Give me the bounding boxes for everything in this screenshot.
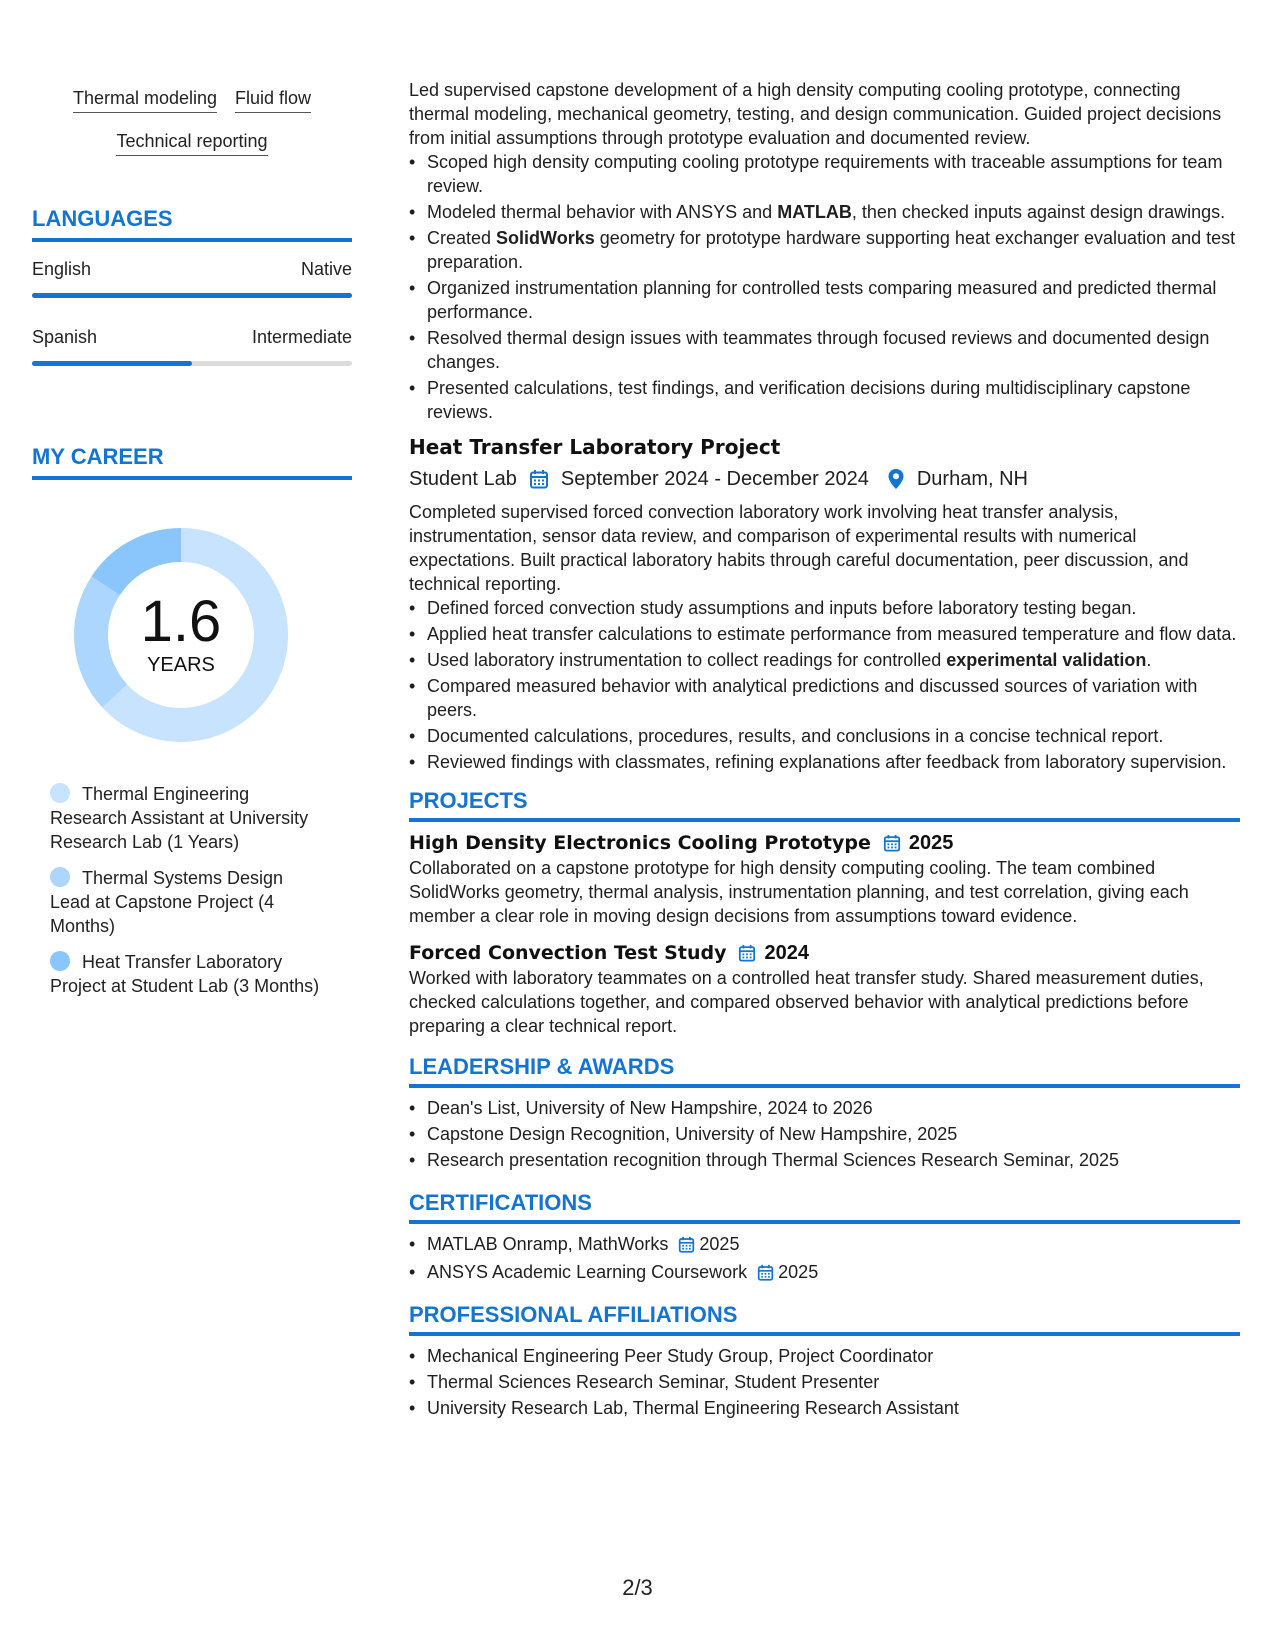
bullet: • Resolved thermal design issues with teammates through focused reviews and documented design changes. xyxy=(427,326,1240,374)
skill-tag: Technical reporting xyxy=(116,113,267,156)
affiliations-section xyxy=(409,1302,1240,1420)
job-intro: Led supervised capstone development of a high density computing cooling prototype, connecting thermal modeling, mechanical geometry, testing, and design communication. Guided project decisions from initial assumptions through prototype evaluation and documented review. xyxy=(409,80,1222,148)
job-bullets xyxy=(409,150,1240,424)
certification-name: ANSYS Academic Learning Coursework xyxy=(427,1262,748,1282)
bullet: • Modeled thermal behavior with ANSYS and MATLAB, then checked inputs against design drawings. xyxy=(427,200,1240,224)
project-desc: Worked with laboratory teammates on a controlled heat transfer study. Shared measurement duties, checked calculations together, and compared observed behavior with analytical predictions before preparing a clear technical report. xyxy=(409,968,1204,1036)
bullet: • Compared measured behavior with analytical predictions and discussed sources of variation with peers. xyxy=(427,674,1240,722)
job-summary: Completed supervised forced convection laboratory work involving heat transfer analysis, instrumentation, sensor data review, and comparison of experimental results with numerical expectations. Built practical laboratory habits through careful documentation, peer discussion, and technical reporting. xyxy=(409,502,1189,594)
language-name: English xyxy=(32,259,92,279)
certification-year: 2025 xyxy=(778,1262,819,1282)
career-section xyxy=(32,444,352,998)
bullet: • Defined forced convection study assumptions and inputs before laboratory testing began. xyxy=(427,596,1240,620)
bullet: • Created SolidWorks geometry for prototype hardware supporting heat exchanger evaluation and test preparation. xyxy=(427,226,1240,274)
job-meta xyxy=(409,466,1240,492)
language-level: Intermediate xyxy=(251,327,352,347)
award-item: • Research presentation recognition through Thermal Sciences Research Seminar, 2025 xyxy=(427,1148,1240,1172)
job-dates: September 2024 - December 2024 xyxy=(560,468,869,490)
bullet: • Documented calculations, procedures, results, and conclusions in a concise technical report. xyxy=(427,724,1240,748)
projects-heading: PROJECTS xyxy=(409,788,1240,822)
legend-item xyxy=(50,866,320,938)
affiliation-item: • Thermal Sciences Research Seminar, Student Presenter xyxy=(427,1370,1240,1394)
award-item: • Dean's List, University of New Hampshire, 2024 to 2026 xyxy=(427,1096,1240,1120)
affiliation-item: • Mechanical Engineering Peer Study Group, Project Coordinator xyxy=(427,1344,1240,1368)
calendar-icon xyxy=(883,834,901,852)
legend-item xyxy=(50,950,320,998)
right-column xyxy=(409,78,1240,1422)
projects-section xyxy=(409,788,1240,1038)
career-unit: YEARS xyxy=(147,654,215,676)
career-total: 1.6 xyxy=(140,589,222,654)
language-item xyxy=(32,326,352,366)
certification-item xyxy=(427,1260,1240,1284)
legend-label: Thermal Systems Design Lead at Capstone Project (4 Months) xyxy=(50,868,284,936)
language-level: Native xyxy=(300,259,352,279)
calendar-icon xyxy=(738,944,756,962)
project-year: 2024 xyxy=(764,942,809,964)
job-location: Durham, NH xyxy=(916,468,1028,490)
project-title-row xyxy=(409,940,1240,966)
affiliations-list xyxy=(409,1344,1240,1420)
language-bar xyxy=(32,361,352,366)
bullet: • Presented calculations, test findings, and verification decisions during multidisciplinary capstone reviews. xyxy=(427,376,1240,424)
calendar-icon xyxy=(678,1236,695,1253)
certifications-section xyxy=(409,1190,1240,1284)
awards-section xyxy=(409,1054,1240,1172)
legend-label: Heat Transfer Laboratory Project at Student Lab (3 Months) xyxy=(50,952,320,996)
legend-dot xyxy=(50,951,70,971)
job-title: Heat Transfer Laboratory Project xyxy=(409,435,781,459)
legend-dot xyxy=(50,783,70,803)
career-donut xyxy=(66,520,296,750)
legend-item xyxy=(50,782,320,854)
certifications-list xyxy=(409,1232,1240,1284)
job-company: Student Lab xyxy=(409,468,517,490)
career-legend xyxy=(32,782,352,998)
skill-tag: Fluid flow xyxy=(235,70,311,113)
languages-section xyxy=(32,206,352,366)
project-title: High Density Electronics Cooling Prototype xyxy=(409,832,871,854)
legend-label: Thermal Engineering Research Assistant at University Research Lab (1 Years) xyxy=(50,784,309,852)
awards-heading: LEADERSHIP & AWARDS xyxy=(409,1054,1240,1088)
project-year: 2025 xyxy=(908,832,954,854)
skill-tag: Thermal modeling xyxy=(73,70,217,113)
certifications-heading: CERTIFICATIONS xyxy=(409,1190,1240,1224)
career-heading: MY CAREER xyxy=(32,444,352,480)
language-item xyxy=(32,258,352,298)
bullet: • Applied heat transfer calculations to estimate performance from measured temperature and flow data. xyxy=(427,622,1240,646)
language-bar xyxy=(32,293,352,298)
bullet: • Reviewed findings with classmates, refining explanations after feedback from laboratory supervision. xyxy=(427,750,1240,774)
legend-dot xyxy=(50,867,70,887)
skills-tags xyxy=(32,70,352,156)
award-item: • Capstone Design Recognition, University of New Hampshire, 2025 xyxy=(427,1122,1240,1146)
languages-heading: LANGUAGES xyxy=(32,206,352,242)
language-bar-fill xyxy=(32,293,352,298)
awards-list xyxy=(409,1096,1240,1172)
affiliation-item: • University Research Lab, Thermal Engineering Research Assistant xyxy=(427,1396,1240,1420)
language-name: Spanish xyxy=(32,327,98,347)
language-bar-fill xyxy=(32,361,192,366)
bullet: • Scoped high density computing cooling prototype requirements with traceable assumptions for team review. xyxy=(427,150,1240,198)
location-pin-icon xyxy=(887,468,905,490)
certification-name: MATLAB Onramp, MathWorks xyxy=(427,1234,669,1254)
certification-year: 2025 xyxy=(699,1234,740,1254)
affiliations-heading: PROFESSIONAL AFFILIATIONS xyxy=(409,1302,1240,1336)
calendar-icon xyxy=(757,1264,774,1281)
job-bullets xyxy=(409,596,1240,774)
bullet: • Organized instrumentation planning for controlled tests comparing measured and predicted thermal performance. xyxy=(427,276,1240,324)
calendar-icon xyxy=(529,469,549,489)
certification-item xyxy=(427,1232,1240,1256)
page-number: 2/3 xyxy=(622,1575,653,1600)
project-title: Forced Convection Test Study xyxy=(409,942,727,964)
left-column xyxy=(32,70,352,1010)
project-desc: Collaborated on a capstone prototype for high density computing cooling. The team combined SolidWorks geometry, thermal analysis, instrumentation planning, and test correlation, giving each member a clear role in moving design decisions from assumptions toward evidence. xyxy=(409,858,1189,926)
project-title-row xyxy=(409,830,1240,856)
bullet: • Used laboratory instrumentation to collect readings for controlled experimental validation. xyxy=(427,648,1240,672)
